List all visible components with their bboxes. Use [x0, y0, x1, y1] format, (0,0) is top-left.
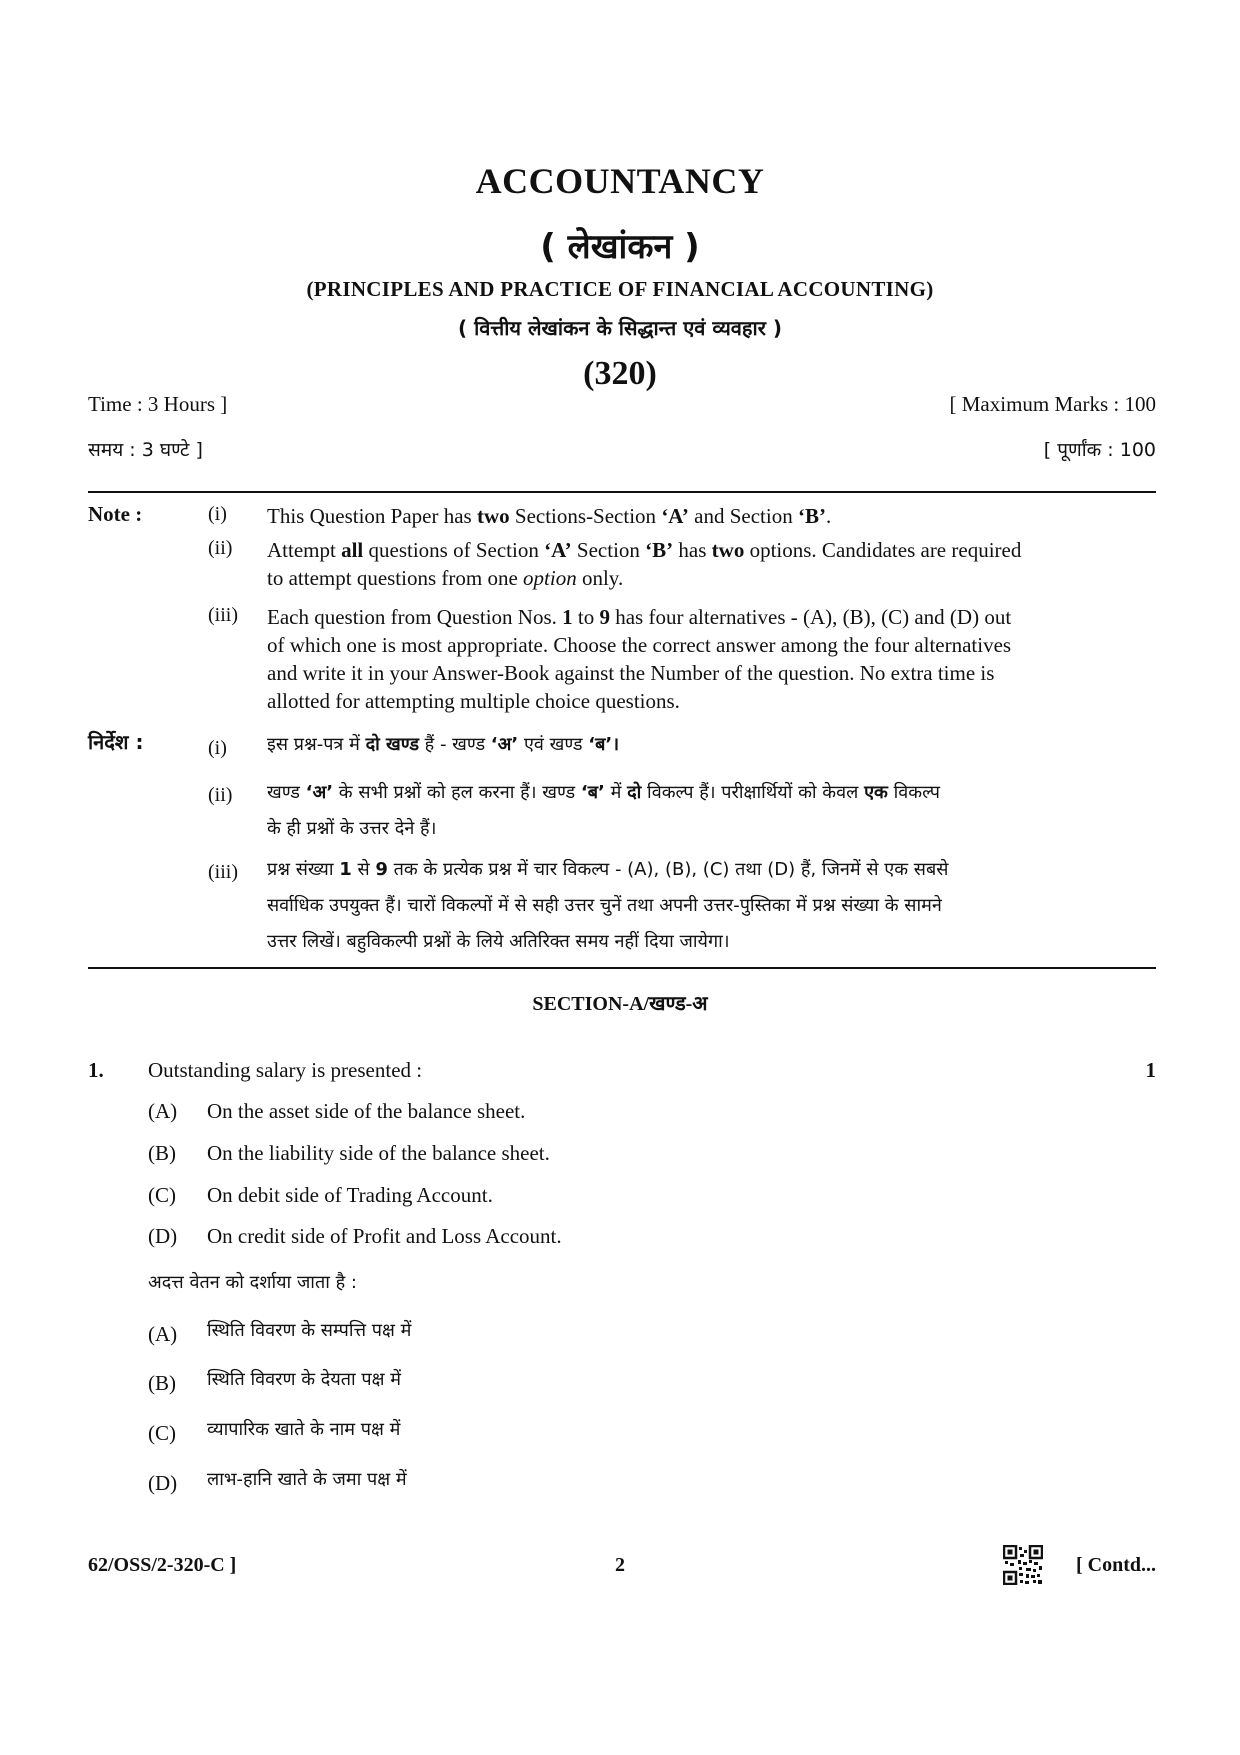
nirdesh-item-number: (ii) [208, 784, 233, 806]
paper-subtitle-hindi: ( वित्तीय लेखांकन के सिद्धान्त एवं व्यवहार ) [458, 316, 782, 340]
paper-subtitle: (PRINCIPLES AND PRACTICE OF FINANCIAL ACCOUNTING) [306, 277, 934, 301]
option-text-hindi: स्थिति विवरण के देयता पक्ष में [207, 1369, 402, 1390]
paper-code-footer: 62/OSS/2-320-C ] [88, 1554, 237, 1576]
option-text-hindi: स्थिति विवरण के सम्पत्ति पक्ष में [207, 1320, 412, 1341]
option-text-hindi: लाभ-हानि खाते के जमा पक्ष में [207, 1469, 407, 1490]
section-heading: SECTION-A/खण्ड-अ [532, 993, 708, 1015]
option-letter: (B) [148, 1371, 176, 1395]
option-letter: (D) [148, 1224, 178, 1248]
time-hindi: समय : 3 घण्टे ] [88, 439, 203, 461]
note-item-number: (i) [208, 503, 227, 525]
max-marks-hindi: [ पूर्णांक : 100 [1043, 439, 1156, 461]
option-text: On the asset side of the balance sheet. [207, 1099, 526, 1123]
note-item-1: This Question Paper has two Sections-Section ‘A’ and Section ‘B’. [267, 504, 832, 528]
question-marks: 1 [1145, 1058, 1156, 1082]
max-marks-english: [ Maximum Marks : 100 [949, 392, 1156, 416]
header-divider [88, 491, 1156, 493]
note-item-number: (iii) [208, 604, 238, 626]
option-text-hindi: व्यापारिक खाते के नाम पक्ष में [207, 1419, 401, 1440]
note-item-number: (ii) [208, 537, 233, 559]
option-letter: (C) [148, 1421, 176, 1445]
instructions-divider [88, 967, 1156, 969]
option-text: On debit side of Trading Account. [207, 1183, 493, 1207]
time-english: Time : 3 Hours ] [88, 392, 228, 416]
option-letter: (D) [148, 1471, 178, 1495]
option-text: On credit side of Profit and Loss Account. [207, 1224, 562, 1248]
nirdesh-item-3: प्रश्न संख्या 1 से 9 तक के प्रत्येक प्रश्न में चार विकल्प - (A), (B), (C) तथा (D) हैं, जिनमें से एक सबसे सर्वाधिक उपयुक्त हैं। चारों विकल्पों में से सही उत्तर चुनें तथा अपनी उत्तर-पुस्तिका में प्रश्न संख्या के सामने उत्तर लिखें। बहुविकल्पी प्रश्नों के लिये अतिरिक्त समय नहीं दिया जायेगा। [267, 859, 949, 952]
option-letter: (A) [148, 1322, 178, 1346]
option-text: On the liability side of the balance sheet. [207, 1141, 550, 1165]
note-label: Note : [88, 502, 143, 526]
paper-title: ACCOUNTANCY [475, 161, 765, 201]
option-letter: (B) [148, 1141, 176, 1165]
nirdesh-item-number: (i) [208, 737, 227, 759]
question-text-hindi: अदत्त वेतन को दर्शाया जाता है : [148, 1272, 357, 1293]
continued-label: [ Contd... [1075, 1554, 1156, 1576]
paper-title-hindi: ( लेखांकन ) [540, 227, 700, 267]
nirdesh-label: निर्देश : [88, 730, 144, 754]
page-number: 2 [615, 1554, 625, 1576]
qr-code-icon [1003, 1545, 1043, 1585]
question-text: Outstanding salary is presented : [148, 1058, 423, 1082]
nirdesh-item-number: (iii) [208, 861, 238, 883]
nirdesh-item-1: इस प्रश्न-पत्र में दो खण्ड हैं - खण्ड ‘अ’ एवं खण्ड ‘ब’। [267, 734, 620, 755]
note-item-3: Each question from Question Nos. 1 to 9 has four alternatives - (A), (B), (C) and (D) out of which one is most appropriate. Choose the correct answer among the four alternatives and write it in your Answer-Book against the Number of the question. No extra time is allotted for attempting multiple choice questions. [267, 605, 1012, 713]
question-number: 1. [88, 1058, 104, 1082]
nirdesh-item-2: खण्ड ‘अ’ के सभी प्रश्नों को हल करना हैं। खण्ड ‘ब’ में दो विकल्प हैं। परीक्षार्थियों को केवल एक विकल्प के ही प्रश्नों के उत्तर देने हैं। [267, 782, 941, 839]
option-letter: (C) [148, 1183, 176, 1207]
paper-code: (320) [583, 355, 657, 392]
option-letter: (A) [148, 1099, 178, 1123]
note-item-2: Attempt all questions of Section ‘A’ Section ‘B’ has two options. Candidates are required to attempt questions from one option only. [267, 538, 1022, 590]
